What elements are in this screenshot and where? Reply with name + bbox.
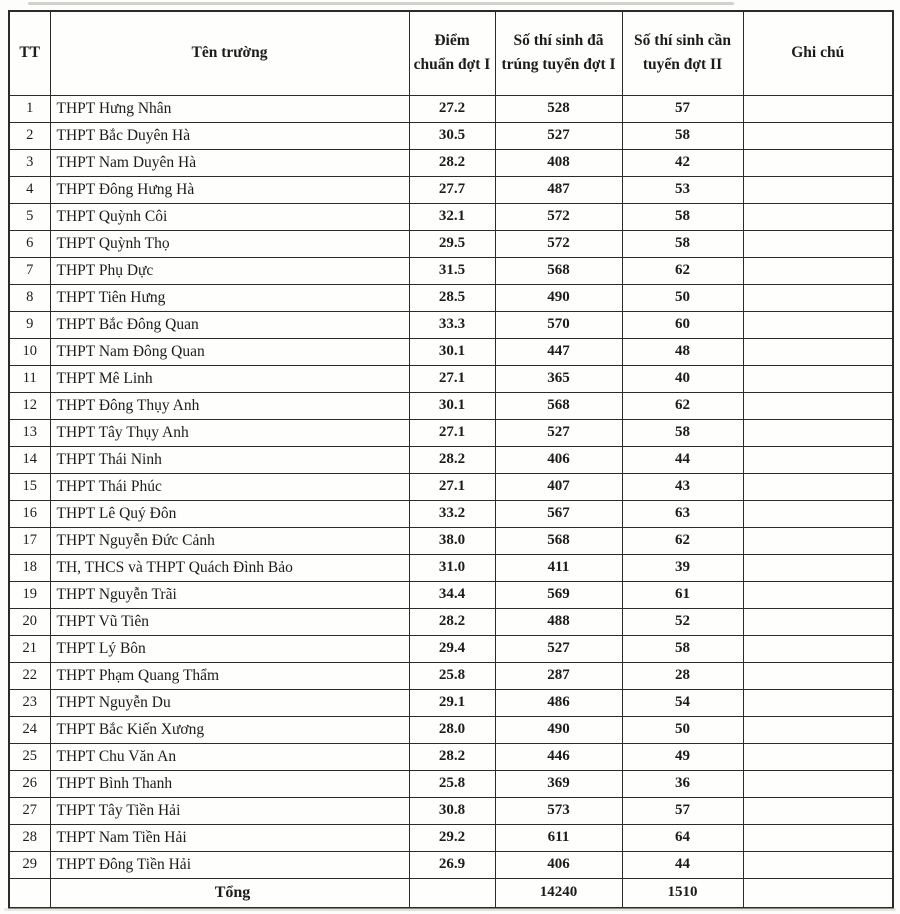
note-cell <box>743 473 893 500</box>
table-row <box>9 554 893 581</box>
admitted-count-cell: 568 <box>495 527 622 554</box>
needed-count-cell: 62 <box>622 392 743 419</box>
needed-count-cell: 40 <box>622 365 743 392</box>
note-cell <box>743 689 893 716</box>
benchmark-score-cell: 30.8 <box>409 797 495 824</box>
table-row <box>9 311 893 338</box>
row-number-cell: 19 <box>9 581 50 608</box>
row-number-cell: 9 <box>9 311 50 338</box>
school-name-cell: THPT Quỳnh Côi <box>50 203 409 230</box>
admitted-count-cell: 572 <box>495 230 622 257</box>
table-row <box>9 122 893 149</box>
benchmark-score-cell: 38.0 <box>409 527 495 554</box>
row-number-cell: 7 <box>9 257 50 284</box>
note-cell <box>743 365 893 392</box>
benchmark-score-cell: 28.2 <box>409 446 495 473</box>
needed-count-cell: 60 <box>622 311 743 338</box>
admitted-count-cell: 572 <box>495 203 622 230</box>
header-school-name: Tên trường <box>50 11 409 95</box>
admitted-count-cell: 568 <box>495 392 622 419</box>
row-number-cell: 11 <box>9 365 50 392</box>
benchmark-score-cell: 28.2 <box>409 149 495 176</box>
admitted-count-cell: 408 <box>495 149 622 176</box>
note-cell <box>743 95 893 122</box>
table-row <box>9 473 893 500</box>
school-name-cell: THPT Hưng Nhân <box>50 95 409 122</box>
benchmark-score-cell: 27.7 <box>409 176 495 203</box>
school-name-cell: THPT Quỳnh Thọ <box>50 230 409 257</box>
benchmark-score-cell: 33.2 <box>409 500 495 527</box>
admitted-count-cell: 528 <box>495 95 622 122</box>
needed-count-cell: 58 <box>622 203 743 230</box>
table-row <box>9 230 893 257</box>
school-name-cell: THPT Tiên Hưng <box>50 284 409 311</box>
admitted-count-cell: 406 <box>495 446 622 473</box>
needed-count-cell: 54 <box>622 689 743 716</box>
header-needed-round2: Số thí sinh cần tuyển đợt II <box>622 11 743 95</box>
admitted-count-cell: 447 <box>495 338 622 365</box>
table-row <box>9 797 893 824</box>
benchmark-score-cell: 26.9 <box>409 851 495 878</box>
table-footer <box>9 878 893 908</box>
admitted-count-cell: 287 <box>495 662 622 689</box>
note-cell <box>743 122 893 149</box>
table-row <box>9 662 893 689</box>
needed-count-cell: 62 <box>622 257 743 284</box>
table-row <box>9 446 893 473</box>
table-row <box>9 635 893 662</box>
row-number-cell: 22 <box>9 662 50 689</box>
admitted-count-cell: 568 <box>495 257 622 284</box>
note-cell <box>743 824 893 851</box>
total-needed-cell: 1510 <box>622 878 743 908</box>
scan-artifact-line <box>28 2 734 5</box>
table-row <box>9 392 893 419</box>
school-name-cell: THPT Đông Thụy Anh <box>50 392 409 419</box>
note-cell <box>743 743 893 770</box>
school-name-cell: THPT Lê Quý Đôn <box>50 500 409 527</box>
table-row <box>9 149 893 176</box>
row-number-cell: 18 <box>9 554 50 581</box>
table-row <box>9 824 893 851</box>
admitted-count-cell: 365 <box>495 365 622 392</box>
note-cell <box>743 419 893 446</box>
note-cell <box>743 446 893 473</box>
total-tt-cell <box>9 878 50 908</box>
benchmark-score-cell: 29.1 <box>409 689 495 716</box>
header-admitted-round1: Số thí sinh đã trúng tuyển đợt I <box>495 11 622 95</box>
row-number-cell: 25 <box>9 743 50 770</box>
row-number-cell: 21 <box>9 635 50 662</box>
school-name-cell: THPT Chu Văn An <box>50 743 409 770</box>
school-name-cell: THPT Bắc Đông Quan <box>50 311 409 338</box>
school-name-cell: THPT Bắc Kiến Xương <box>50 716 409 743</box>
row-number-cell: 29 <box>9 851 50 878</box>
note-cell <box>743 149 893 176</box>
row-number-cell: 5 <box>9 203 50 230</box>
admitted-count-cell: 567 <box>495 500 622 527</box>
header-notes: Ghi chú <box>743 11 893 95</box>
admitted-count-cell: 527 <box>495 635 622 662</box>
admitted-count-cell: 487 <box>495 176 622 203</box>
school-name-cell: THPT Nam Tiền Hải <box>50 824 409 851</box>
benchmark-score-cell: 25.8 <box>409 770 495 797</box>
needed-count-cell: 28 <box>622 662 743 689</box>
table-row <box>9 608 893 635</box>
note-cell <box>743 797 893 824</box>
admitted-count-cell: 570 <box>495 311 622 338</box>
note-cell <box>743 608 893 635</box>
table-row <box>9 527 893 554</box>
benchmark-score-cell: 27.1 <box>409 473 495 500</box>
admitted-count-cell: 573 <box>495 797 622 824</box>
school-name-cell: THPT Bình Thanh <box>50 770 409 797</box>
table-row <box>9 743 893 770</box>
benchmark-score-cell: 27.1 <box>409 365 495 392</box>
table-header <box>9 11 893 95</box>
needed-count-cell: 58 <box>622 635 743 662</box>
row-number-cell: 24 <box>9 716 50 743</box>
benchmark-score-cell: 28.2 <box>409 608 495 635</box>
admitted-count-cell: 407 <box>495 473 622 500</box>
school-name-cell: THPT Tây Thụy Anh <box>50 419 409 446</box>
needed-count-cell: 62 <box>622 527 743 554</box>
admitted-count-cell: 569 <box>495 581 622 608</box>
school-name-cell: THPT Đông Hưng Hà <box>50 176 409 203</box>
row-number-cell: 6 <box>9 230 50 257</box>
table-row <box>9 176 893 203</box>
needed-count-cell: 58 <box>622 122 743 149</box>
note-cell <box>743 203 893 230</box>
needed-count-cell: 52 <box>622 608 743 635</box>
admitted-count-cell: 406 <box>495 851 622 878</box>
total-score-cell <box>409 878 495 908</box>
benchmark-score-cell: 30.5 <box>409 122 495 149</box>
school-name-cell: TH, THCS và THPT Quách Đình Bảo <box>50 554 409 581</box>
row-number-cell: 10 <box>9 338 50 365</box>
school-name-cell: THPT Mê Linh <box>50 365 409 392</box>
table-row <box>9 770 893 797</box>
note-cell <box>743 392 893 419</box>
needed-count-cell: 48 <box>622 338 743 365</box>
benchmark-score-cell: 34.4 <box>409 581 495 608</box>
school-name-cell: THPT Nguyễn Đức Cảnh <box>50 527 409 554</box>
admitted-count-cell: 369 <box>495 770 622 797</box>
admitted-count-cell: 527 <box>495 122 622 149</box>
needed-count-cell: 53 <box>622 176 743 203</box>
row-number-cell: 2 <box>9 122 50 149</box>
benchmark-score-cell: 29.5 <box>409 230 495 257</box>
admitted-count-cell: 411 <box>495 554 622 581</box>
note-cell <box>743 851 893 878</box>
school-name-cell: THPT Vũ Tiên <box>50 608 409 635</box>
needed-count-cell: 50 <box>622 716 743 743</box>
note-cell <box>743 554 893 581</box>
table-row <box>9 284 893 311</box>
total-admitted-cell: 14240 <box>495 878 622 908</box>
benchmark-score-cell: 28.0 <box>409 716 495 743</box>
note-cell <box>743 176 893 203</box>
benchmark-score-cell: 29.4 <box>409 635 495 662</box>
table-row <box>9 500 893 527</box>
needed-count-cell: 64 <box>622 824 743 851</box>
note-cell <box>743 284 893 311</box>
table-row <box>9 716 893 743</box>
row-number-cell: 16 <box>9 500 50 527</box>
admitted-count-cell: 490 <box>495 716 622 743</box>
row-number-cell: 27 <box>9 797 50 824</box>
total-label: Tổng <box>50 878 409 908</box>
table-row <box>9 581 893 608</box>
admitted-count-cell: 446 <box>495 743 622 770</box>
table-row <box>9 365 893 392</box>
table-row <box>9 851 893 878</box>
school-name-cell: THPT Nam Đông Quan <box>50 338 409 365</box>
needed-count-cell: 61 <box>622 581 743 608</box>
note-cell <box>743 500 893 527</box>
needed-count-cell: 63 <box>622 500 743 527</box>
row-number-cell: 23 <box>9 689 50 716</box>
row-number-cell: 15 <box>9 473 50 500</box>
admitted-count-cell: 488 <box>495 608 622 635</box>
benchmark-score-cell: 29.2 <box>409 824 495 851</box>
benchmark-score-cell: 27.2 <box>409 95 495 122</box>
school-name-cell: THPT Thái Phúc <box>50 473 409 500</box>
row-number-cell: 17 <box>9 527 50 554</box>
total-note-cell <box>743 878 893 908</box>
note-cell <box>743 257 893 284</box>
needed-count-cell: 57 <box>622 797 743 824</box>
benchmark-score-cell: 30.1 <box>409 338 495 365</box>
note-cell <box>743 770 893 797</box>
table-row <box>9 257 893 284</box>
admitted-count-cell: 611 <box>495 824 622 851</box>
table-body <box>9 95 893 878</box>
table-row <box>9 338 893 365</box>
row-number-cell: 28 <box>9 824 50 851</box>
school-name-cell: THPT Bắc Duyên Hà <box>50 122 409 149</box>
table-row <box>9 419 893 446</box>
school-name-cell: THPT Nguyễn Trãi <box>50 581 409 608</box>
needed-count-cell: 42 <box>622 149 743 176</box>
needed-count-cell: 58 <box>622 230 743 257</box>
note-cell <box>743 230 893 257</box>
note-cell <box>743 338 893 365</box>
needed-count-cell: 39 <box>622 554 743 581</box>
row-number-cell: 3 <box>9 149 50 176</box>
admitted-count-cell: 486 <box>495 689 622 716</box>
school-name-cell: THPT Phụ Dực <box>50 257 409 284</box>
needed-count-cell: 50 <box>622 284 743 311</box>
table-row <box>9 95 893 122</box>
header-benchmark-score: Điểm chuẩn đợt I <box>409 11 495 95</box>
school-name-cell: THPT Nam Duyên Hà <box>50 149 409 176</box>
needed-count-cell: 57 <box>622 95 743 122</box>
school-name-cell: THPT Phạm Quang Thẩm <box>50 662 409 689</box>
row-number-cell: 26 <box>9 770 50 797</box>
admission-results-table <box>8 10 894 909</box>
row-number-cell: 14 <box>9 446 50 473</box>
needed-count-cell: 44 <box>622 446 743 473</box>
school-name-cell: THPT Nguyễn Du <box>50 689 409 716</box>
note-cell <box>743 716 893 743</box>
benchmark-score-cell: 27.1 <box>409 419 495 446</box>
row-number-cell: 4 <box>9 176 50 203</box>
benchmark-score-cell: 25.8 <box>409 662 495 689</box>
row-number-cell: 1 <box>9 95 50 122</box>
row-number-cell: 12 <box>9 392 50 419</box>
scan-shadow <box>4 908 896 911</box>
note-cell <box>743 662 893 689</box>
benchmark-score-cell: 31.5 <box>409 257 495 284</box>
needed-count-cell: 58 <box>622 419 743 446</box>
total-row <box>9 878 893 908</box>
benchmark-score-cell: 30.1 <box>409 392 495 419</box>
note-cell <box>743 311 893 338</box>
school-name-cell: THPT Đông Tiền Hải <box>50 851 409 878</box>
row-number-cell: 13 <box>9 419 50 446</box>
row-number-cell: 20 <box>9 608 50 635</box>
benchmark-score-cell: 32.1 <box>409 203 495 230</box>
benchmark-score-cell: 28.5 <box>409 284 495 311</box>
note-cell <box>743 527 893 554</box>
needed-count-cell: 36 <box>622 770 743 797</box>
row-number-cell: 8 <box>9 284 50 311</box>
table-row <box>9 689 893 716</box>
note-cell <box>743 635 893 662</box>
school-name-cell: THPT Tây Tiền Hải <box>50 797 409 824</box>
school-name-cell: THPT Thái Ninh <box>50 446 409 473</box>
needed-count-cell: 43 <box>622 473 743 500</box>
table-row <box>9 203 893 230</box>
benchmark-score-cell: 31.0 <box>409 554 495 581</box>
header-tt: TT <box>9 11 50 95</box>
school-name-cell: THPT Lý Bôn <box>50 635 409 662</box>
needed-count-cell: 49 <box>622 743 743 770</box>
needed-count-cell: 44 <box>622 851 743 878</box>
header-row <box>9 11 893 95</box>
benchmark-score-cell: 33.3 <box>409 311 495 338</box>
admitted-count-cell: 527 <box>495 419 622 446</box>
benchmark-score-cell: 28.2 <box>409 743 495 770</box>
admitted-count-cell: 490 <box>495 284 622 311</box>
note-cell <box>743 581 893 608</box>
